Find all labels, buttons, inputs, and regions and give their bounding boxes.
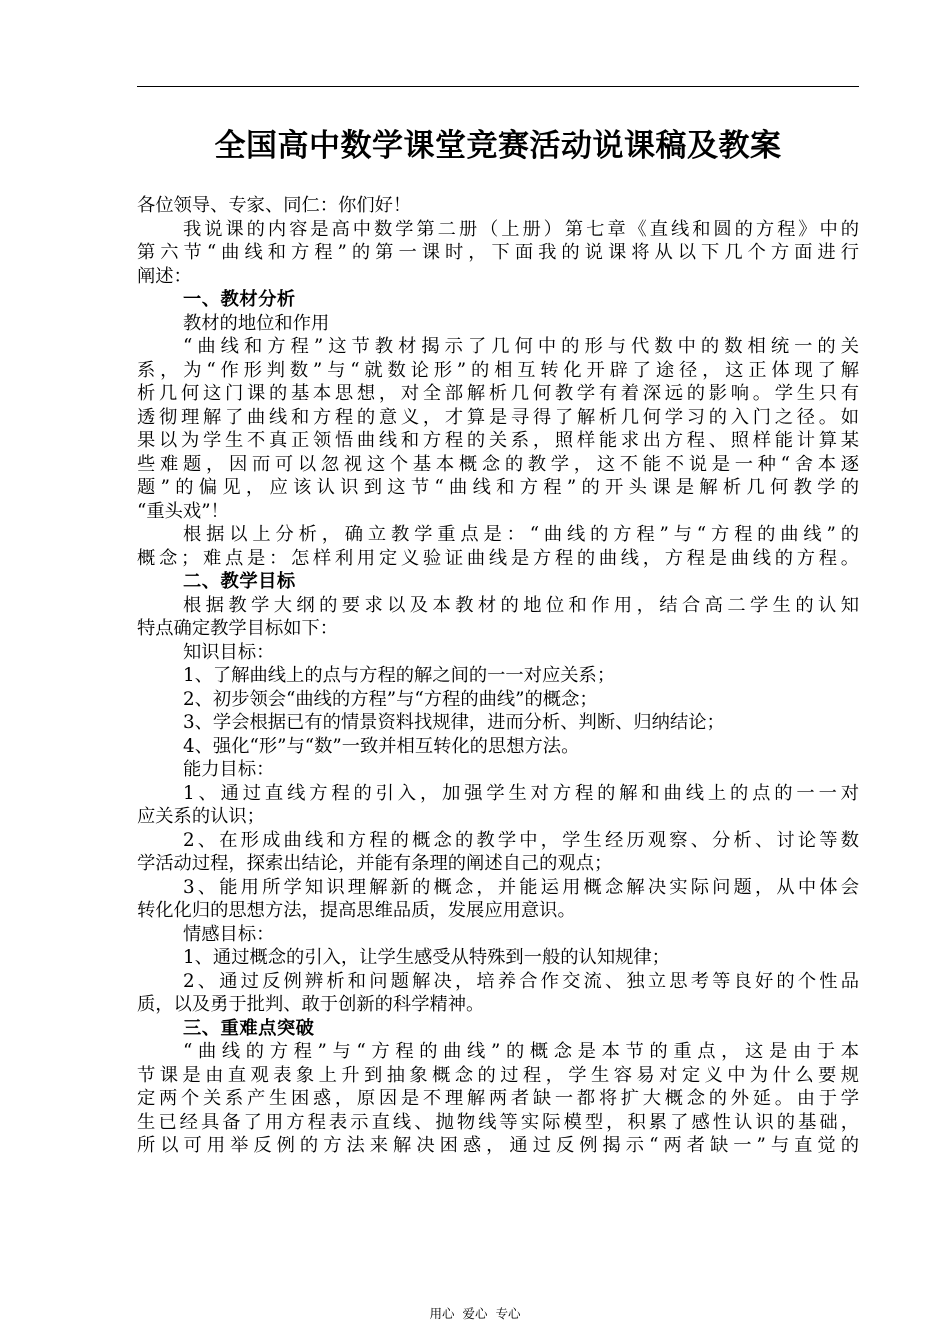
text-line: 知识目标： xyxy=(183,641,275,663)
header-rule xyxy=(137,86,859,87)
page-footer: 用心 爱心 专心 xyxy=(429,1306,521,1321)
text-line: 1、通过概念的引入，让学生感受从特殊到一般的认知规律； xyxy=(183,947,670,968)
text-line: 所以可用举反例的方法来解决困惑，通过反例揭示“两者缺一”与直觉的 xyxy=(137,1135,859,1156)
text-line: 阐述： xyxy=(137,265,192,287)
text-line: 质，以及勇于批判、敢于创新的科学精神。 xyxy=(137,994,485,1015)
text-line: 能力目标： xyxy=(183,759,275,780)
text-line: 情感目标： xyxy=(183,923,275,945)
text-line: 系，为“作形判数”与“就数论形”的相互转化开辟了途径，这正体现了解 xyxy=(137,359,859,381)
text-line: 节课是由直观表象上升到抽象概念的过程，学生容易对定义中为什么要规 xyxy=(137,1064,859,1086)
text-line: 我说课的内容是高中数学第二册（上册）第七章《直线和圆的方程》中的 xyxy=(183,218,859,240)
section-heading: 二、教学目标 xyxy=(183,571,296,592)
text-line: 2、在形成曲线和方程的概念的教学中，学生经历观察、分析、讨论等数 xyxy=(183,829,859,851)
text-line: 概念；难点是：怎样利用定义验证曲线是方程的曲线，方程是曲线的方程。 xyxy=(137,547,859,569)
text-line: 析几何这门课的基本思想，对全部解析几何教学有着深远的影响。学生只有 xyxy=(137,383,859,404)
text-line: 转化化归的思想方法，提高思维品质，发展应用意识。 xyxy=(137,900,576,921)
text-line: 1、通过直线方程的引入，加强学生对方程的解和曲线上的点的一一对 xyxy=(183,782,859,804)
text-line: 生已经具备了用方程表示直线、抛物线等实际模型，积累了感性认识的基础， xyxy=(137,1111,859,1133)
text-line: “曲线的方程”与“方程的曲线”的概念是本节的重点，这是由于本 xyxy=(183,1041,859,1062)
text-line: 些难题，因而可以忽视这个基本概念的教学，这不能不说是一种“舍本逐 xyxy=(137,453,859,475)
text-line: “重头戏”！ xyxy=(137,500,229,522)
text-line: 题”的偏见，应该认识到这节“曲线和方程”的开头课是解析几何教学的 xyxy=(137,477,859,498)
text-line: 4、强化“形”与“数”一致并相互转化的思想方法。 xyxy=(183,735,580,757)
text-line: 根据教学大纲的要求以及本教材的地位和作用，结合高二学生的认知 xyxy=(183,594,859,616)
text-line: 透彻理解了曲线和方程的意义，才算是寻得了解析几何学习的入门之径。如 xyxy=(137,406,859,428)
text-line: 根据以上分析，确立教学重点是：“曲线的方程”与“方程的曲线”的 xyxy=(183,524,859,545)
text-line: 3、学会根据已有的情景资料找规律，进而分析、判断、归纳结论； xyxy=(183,712,725,733)
text-line: 1、了解曲线上的点与方程的解之间的一一对应关系； xyxy=(183,665,616,686)
text-line: 定两个关系产生困惑，原因是不理解两者缺一都将扩大概念的外延。由于学 xyxy=(137,1088,859,1109)
text-line: 3、能用所学知识理解新的概念，并能运用概念解决实际问题，从中体会 xyxy=(183,876,859,898)
text-line: 2、通过反例辨析和问题解决，培养合作交流、独立思考等良好的个性品 xyxy=(183,970,859,992)
text-line: 果以为学生不真正领悟曲线和方程的关系，照样能求出方程、照样能计算某 xyxy=(137,430,859,451)
document-title: 全国高中数学课堂竞赛活动说课稿及教案 xyxy=(214,128,782,164)
text-line: 教材的地位和作用 xyxy=(183,312,330,334)
document-body xyxy=(137,194,859,1158)
section-heading: 三、重难点突破 xyxy=(183,1017,315,1039)
text-line: 特点确定教学目标如下： xyxy=(137,618,339,639)
text-line: 应关系的认识； xyxy=(137,806,265,827)
section-heading: 一、教材分析 xyxy=(183,289,296,310)
text-line: 各位领导、专家、同仁：你们好！ xyxy=(137,195,412,216)
text-line: 学活动过程，探索出结论，并能有条理的阐述自己的观点； xyxy=(137,853,613,874)
text-line: “曲线和方程”这节教材揭示了几何中的形与代数中的数相统一的关 xyxy=(183,336,859,357)
text-line: 第六节“曲线和方程”的第一课时，下面我的说课将从以下几个方面进行 xyxy=(137,242,859,263)
text-line: 2、初步领会“曲线的方程”与“方程的曲线”的概念； xyxy=(183,688,598,710)
